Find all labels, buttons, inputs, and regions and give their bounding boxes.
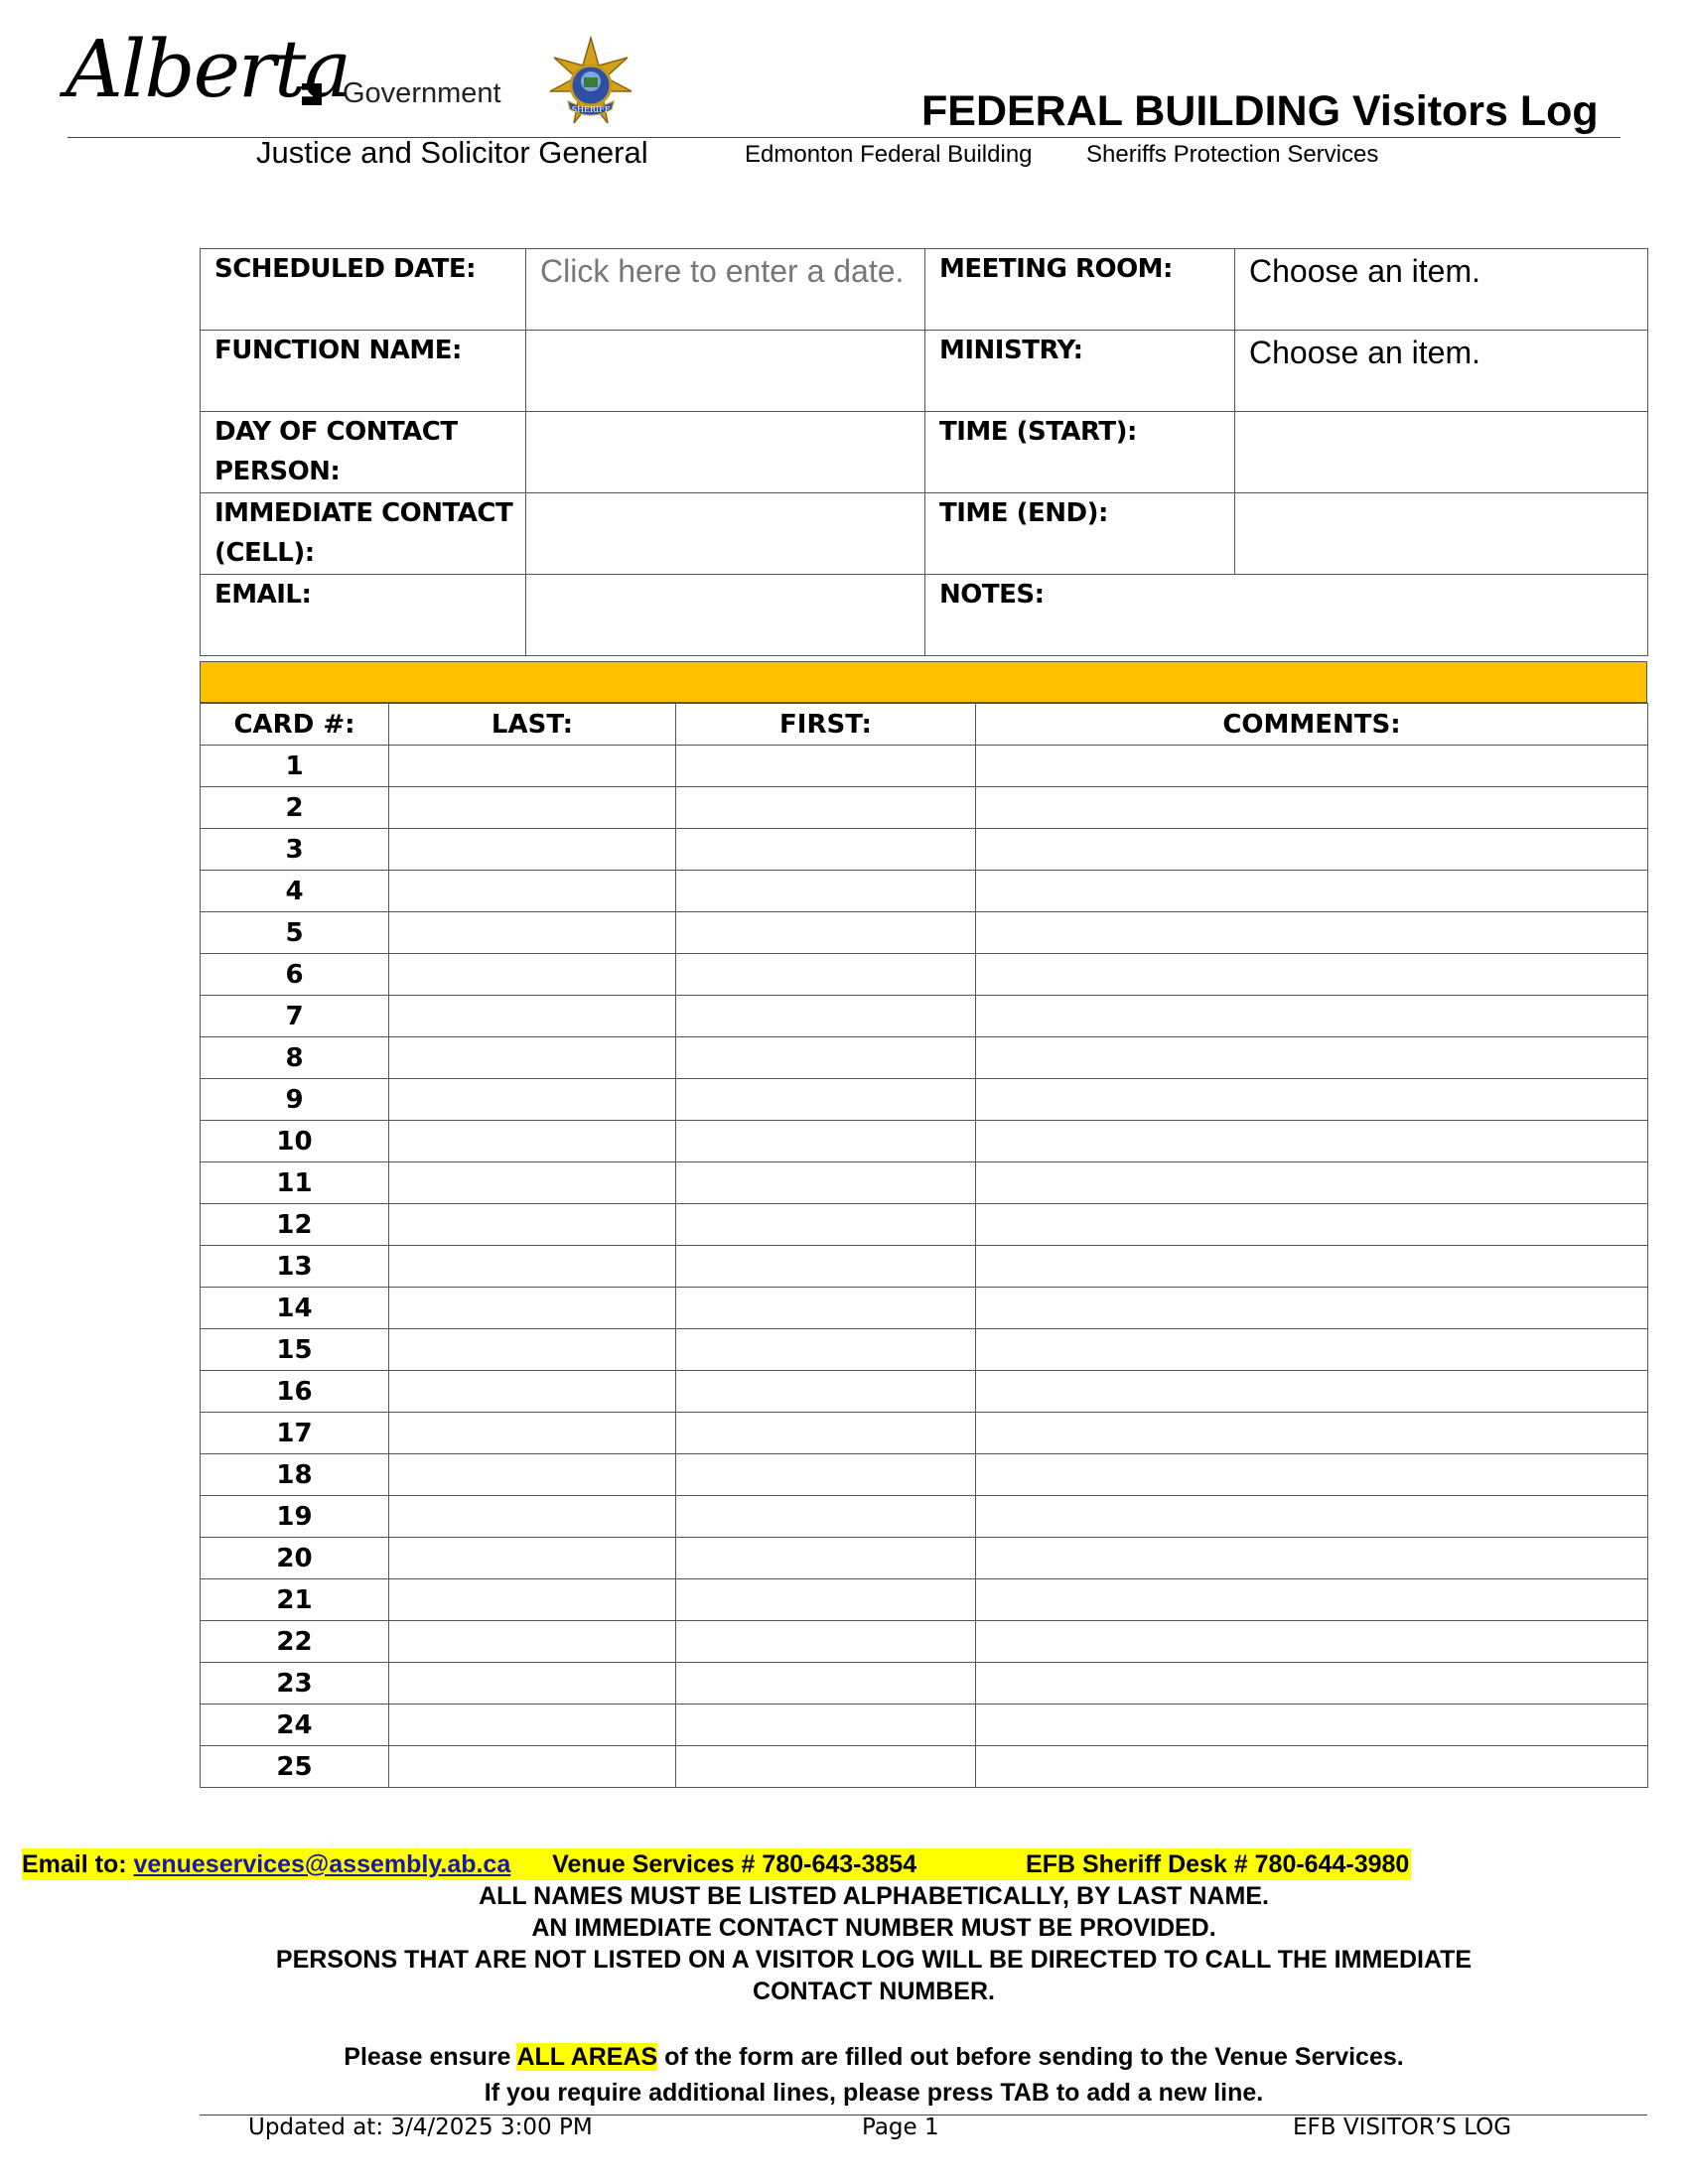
last-name-cell[interactable] (389, 1121, 676, 1162)
col-header-first: FIRST: (676, 704, 976, 746)
alberta-logo-wordmark: Alberta (66, 23, 350, 115)
footer-page-number: Page 1 (862, 2115, 939, 2140)
email-field[interactable] (526, 575, 925, 656)
card-number: 4 (201, 871, 389, 912)
ministry-dropdown[interactable]: Choose an item. (1235, 331, 1648, 412)
visitor-table (200, 703, 1648, 1788)
footer-updated: Updated at: 3/4/2025 3:00 PM (248, 2115, 593, 2140)
comments-cell[interactable] (976, 1496, 1648, 1538)
card-number: 2 (201, 787, 389, 829)
service-name: Sheriffs Protection Services (1086, 141, 1379, 168)
table-row (201, 1454, 1648, 1496)
building-name: Edmonton Federal Building (745, 141, 1033, 168)
comments-cell[interactable] (976, 787, 1648, 829)
comments-cell[interactable] (976, 1246, 1648, 1288)
first-name-cell[interactable] (676, 1705, 976, 1746)
comments-cell[interactable] (976, 1705, 1648, 1746)
first-name-cell[interactable] (676, 1079, 976, 1121)
email-prefix: Email to: (22, 1850, 127, 1878)
card-number: 6 (201, 954, 389, 996)
visitor-table-header (201, 704, 1648, 746)
notes-label: NOTES: (939, 580, 1045, 610)
page-title: FEDERAL BUILDING Visitors Log (921, 87, 1599, 135)
email-label: EMAIL: (201, 575, 526, 656)
card-number: 8 (201, 1037, 389, 1079)
table-row (201, 996, 1648, 1037)
card-number: 5 (201, 912, 389, 954)
notice-not-listed: PERSONS THAT ARE NOT LISTED ON A VISITOR LOG WILL BE DIRECTED TO CALL THE IMMEDIATE CONTACT NUMBER. (275, 1946, 1473, 2005)
first-name-cell[interactable] (676, 1121, 976, 1162)
card-number: 1 (201, 746, 389, 787)
table-row (201, 787, 1648, 829)
last-name-cell[interactable] (389, 787, 676, 829)
last-name-cell[interactable] (389, 1538, 676, 1579)
function-name-label: FUNCTION NAME: (201, 331, 526, 412)
scheduled-date-picker[interactable]: Click here to enter a date. (526, 249, 925, 331)
comments-cell[interactable] (976, 954, 1648, 996)
info-row-date-room (201, 249, 1648, 331)
first-name-cell[interactable] (676, 1413, 976, 1454)
comments-cell[interactable] (976, 1413, 1648, 1454)
table-row (201, 1121, 1648, 1162)
comments-cell[interactable] (976, 1663, 1648, 1705)
first-name-cell[interactable] (676, 1538, 976, 1579)
scheduled-date-label: SCHEDULED DATE: (201, 249, 526, 331)
info-row-cell-end (201, 493, 1648, 575)
first-name-cell[interactable] (676, 1037, 976, 1079)
meeting-room-label: MEETING ROOM: (925, 249, 1235, 331)
last-name-cell[interactable] (389, 1162, 676, 1204)
table-row (201, 1246, 1648, 1288)
function-name-field[interactable] (526, 331, 925, 412)
card-number: 19 (201, 1496, 389, 1538)
time-start-label: TIME (START): (925, 412, 1235, 493)
table-row (201, 1371, 1648, 1413)
first-name-cell[interactable] (676, 1246, 976, 1288)
last-name-cell[interactable] (389, 1329, 676, 1371)
comments-cell[interactable] (976, 1579, 1648, 1621)
last-name-cell[interactable] (389, 1037, 676, 1079)
event-info-table (200, 248, 1648, 656)
table-row (201, 1538, 1648, 1579)
sheriff-badge-text: SHERIFF (571, 105, 611, 114)
day-contact-label: DAY OF CONTACT PERSON: (201, 412, 526, 493)
comments-cell[interactable] (976, 1121, 1648, 1162)
sheriff-desk-phone: EFB Sheriff Desk # 780-644-3980 (1026, 1850, 1410, 1878)
comments-cell[interactable] (976, 1746, 1648, 1788)
table-row (201, 912, 1648, 954)
table-row (201, 1496, 1648, 1538)
notice-tab-lines: If you require additional lines, please press TAB to add a new line. (484, 2079, 1264, 2107)
comments-cell[interactable] (976, 1204, 1648, 1246)
last-name-cell[interactable] (389, 1413, 676, 1454)
venue-email-link[interactable]: venueservices@assembly.ab.ca (133, 1850, 511, 1878)
comments-cell[interactable] (976, 996, 1648, 1037)
card-number: 14 (201, 1288, 389, 1329)
card-number: 23 (201, 1663, 389, 1705)
table-row (201, 1621, 1648, 1663)
first-name-cell[interactable] (676, 746, 976, 787)
last-name-cell[interactable] (389, 1454, 676, 1496)
col-header-last: LAST: (389, 704, 676, 746)
table-row (201, 829, 1648, 871)
table-row (201, 746, 1648, 787)
last-name-cell[interactable] (389, 1204, 676, 1246)
comments-cell[interactable] (976, 746, 1648, 787)
table-row (201, 1746, 1648, 1788)
contact-line (22, 1848, 1411, 1880)
last-name-cell[interactable] (389, 1746, 676, 1788)
comments-cell[interactable] (976, 829, 1648, 871)
table-row (201, 1663, 1648, 1705)
time-end-field[interactable] (1235, 493, 1648, 575)
first-name-cell[interactable] (676, 871, 976, 912)
comments-cell[interactable] (976, 1329, 1648, 1371)
card-number: 17 (201, 1413, 389, 1454)
last-name-cell[interactable] (389, 1705, 676, 1746)
comments-cell[interactable] (976, 1621, 1648, 1663)
first-name-cell[interactable] (676, 1663, 976, 1705)
table-row (201, 1037, 1648, 1079)
day-contact-field[interactable] (526, 412, 925, 493)
last-name-cell[interactable] (389, 746, 676, 787)
last-name-cell[interactable] (389, 954, 676, 996)
card-number: 3 (201, 829, 389, 871)
ensure-suffix: of the form are filled out before sending to the Venue Services. (664, 2043, 1404, 2071)
table-row (201, 954, 1648, 996)
immediate-contact-label: IMMEDIATE CONTACT (CELL): (201, 493, 526, 575)
comments-cell[interactable] (976, 912, 1648, 954)
card-number: 9 (201, 1079, 389, 1121)
last-name-cell[interactable] (389, 871, 676, 912)
first-name-cell[interactable] (676, 954, 976, 996)
first-name-cell[interactable] (676, 1454, 976, 1496)
comments-cell[interactable] (976, 1454, 1648, 1496)
comments-cell[interactable] (976, 1538, 1648, 1579)
info-row-function-ministry (201, 331, 1648, 412)
table-row (201, 1705, 1648, 1746)
card-number: 11 (201, 1162, 389, 1204)
card-number: 15 (201, 1329, 389, 1371)
first-name-cell[interactable] (676, 1162, 976, 1204)
first-name-cell[interactable] (676, 996, 976, 1037)
first-name-cell[interactable] (676, 1621, 976, 1663)
table-row (201, 1329, 1648, 1371)
first-name-cell[interactable] (676, 787, 976, 829)
last-name-cell[interactable] (389, 912, 676, 954)
first-name-cell[interactable] (676, 1204, 976, 1246)
immediate-contact-field[interactable] (526, 493, 925, 575)
last-name-cell[interactable] (389, 996, 676, 1037)
first-name-cell[interactable] (676, 1288, 976, 1329)
card-number: 25 (201, 1746, 389, 1788)
table-row (201, 1079, 1648, 1121)
last-name-cell[interactable] (389, 1288, 676, 1329)
comments-cell[interactable] (976, 1162, 1648, 1204)
first-name-cell[interactable] (676, 1579, 976, 1621)
notes-cell[interactable] (925, 575, 1648, 656)
table-row (201, 871, 1648, 912)
first-name-cell[interactable] (676, 912, 976, 954)
info-row-email-notes (201, 575, 1648, 656)
last-name-cell[interactable] (389, 1079, 676, 1121)
last-name-cell[interactable] (389, 1496, 676, 1538)
card-number: 16 (201, 1371, 389, 1413)
ensure-highlight: ALL AREAS (516, 2043, 658, 2071)
table-row (201, 1288, 1648, 1329)
last-name-cell[interactable] (389, 1371, 676, 1413)
footer-doc-name: EFB VISITOR’S LOG (1293, 2115, 1512, 2140)
last-name-cell[interactable] (389, 1621, 676, 1663)
col-header-comments: COMMENTS: (976, 704, 1648, 746)
last-name-cell[interactable] (389, 1579, 676, 1621)
table-row (201, 1579, 1648, 1621)
table-row (201, 1204, 1648, 1246)
time-start-field[interactable] (1235, 412, 1648, 493)
department-name: Justice and Solicitor General (256, 135, 648, 170)
notice-contact-required: AN IMMEDIATE CONTACT NUMBER MUST BE PROVIDED. (531, 1914, 1216, 1942)
first-name-cell[interactable] (676, 1329, 976, 1371)
time-end-label: TIME (END): (925, 493, 1235, 575)
section-divider-bar (200, 661, 1647, 703)
first-name-cell[interactable] (676, 1371, 976, 1413)
notice-ensure-areas (0, 2041, 1688, 2073)
comments-cell[interactable] (976, 1037, 1648, 1079)
last-name-cell[interactable] (389, 1246, 676, 1288)
last-name-cell[interactable] (389, 829, 676, 871)
card-number: 21 (201, 1579, 389, 1621)
card-number: 10 (201, 1121, 389, 1162)
card-number: 24 (201, 1705, 389, 1746)
card-number: 13 (201, 1246, 389, 1288)
first-name-cell[interactable] (676, 1746, 976, 1788)
notice-alphabetical: ALL NAMES MUST BE LISTED ALPHABETICALLY, BY LAST NAME. (479, 1882, 1269, 1910)
ministry-label: MINISTRY: (925, 331, 1235, 412)
card-number: 7 (201, 996, 389, 1037)
ensure-prefix: Please ensure (344, 2043, 511, 2071)
card-number: 18 (201, 1454, 389, 1496)
table-row (201, 1162, 1648, 1204)
comments-cell[interactable] (976, 1079, 1648, 1121)
meeting-room-dropdown[interactable]: Choose an item. (1235, 249, 1648, 331)
col-header-card: CARD #: (201, 704, 389, 746)
venue-services-phone: Venue Services # 780-643-3854 (552, 1850, 917, 1878)
comments-cell[interactable] (976, 1288, 1648, 1329)
first-name-cell[interactable] (676, 829, 976, 871)
table-row (201, 1413, 1648, 1454)
sheriff-badge-icon (546, 36, 635, 131)
last-name-cell[interactable] (389, 1663, 676, 1705)
card-number: 12 (201, 1204, 389, 1246)
card-number: 20 (201, 1538, 389, 1579)
card-number: 22 (201, 1621, 389, 1663)
alberta-logo-government: Government (343, 77, 501, 109)
comments-cell[interactable] (976, 1371, 1648, 1413)
comments-cell[interactable] (976, 871, 1648, 912)
info-row-contact-start (201, 412, 1648, 493)
first-name-cell[interactable] (676, 1496, 976, 1538)
